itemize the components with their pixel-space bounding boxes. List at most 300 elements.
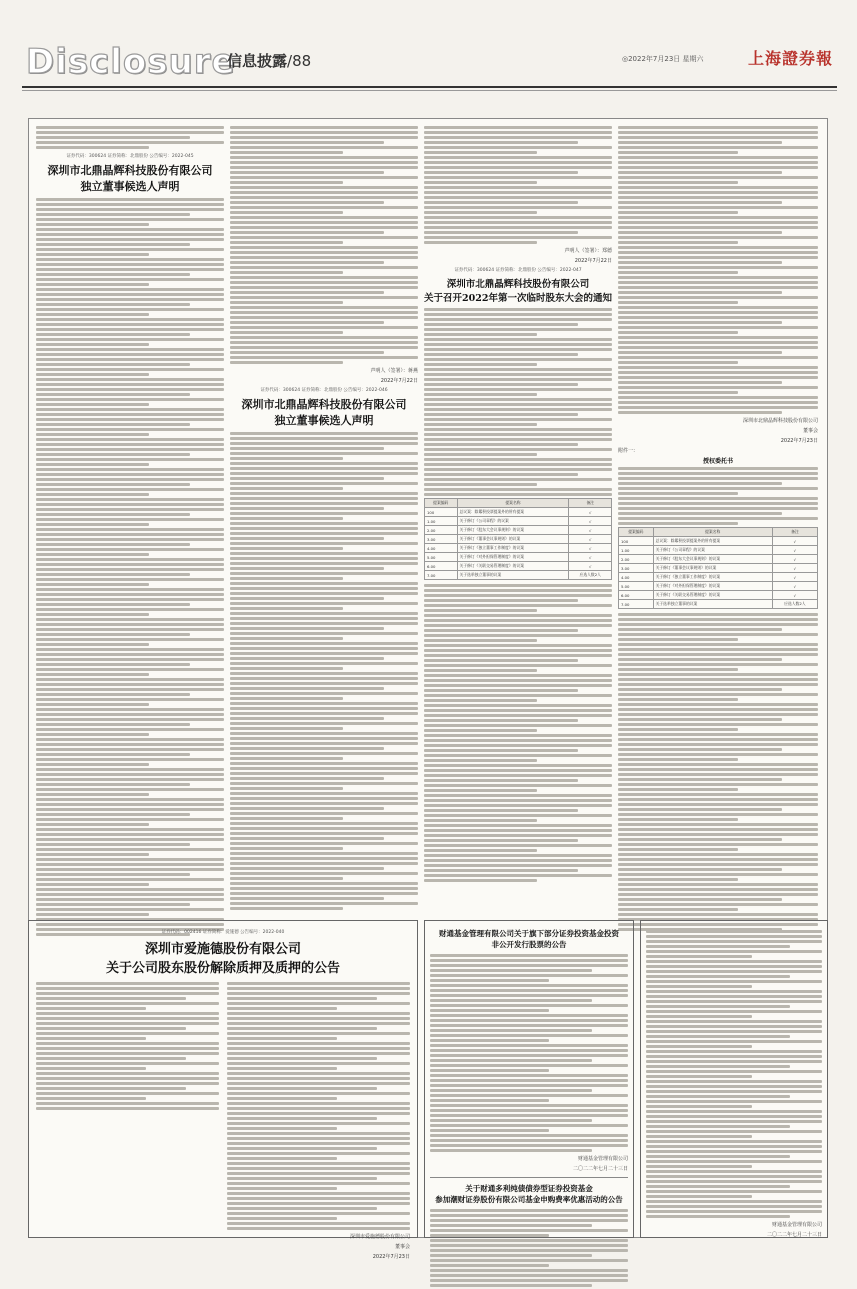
text-line bbox=[424, 358, 612, 361]
table-row bbox=[425, 526, 612, 535]
text-line bbox=[424, 709, 612, 712]
text-line bbox=[36, 588, 224, 591]
text-line bbox=[36, 848, 224, 851]
article-3-title-line2: 关于召开2022年第一次临时股东大会的通知 bbox=[424, 293, 612, 304]
text-line bbox=[36, 268, 224, 271]
text-line bbox=[227, 1192, 410, 1195]
table-cell: 总议案：除累积投票提案外的所有提案 bbox=[653, 537, 772, 546]
text-line bbox=[424, 629, 578, 632]
text-line bbox=[646, 990, 822, 993]
table-row bbox=[425, 562, 612, 571]
article-6-signature: 财通基金管理有限公司 bbox=[577, 1156, 628, 1162]
text-line bbox=[36, 288, 224, 291]
text-line bbox=[424, 664, 612, 667]
table-cell: 100 bbox=[619, 537, 654, 546]
text-line bbox=[430, 979, 549, 982]
text-line bbox=[618, 216, 818, 219]
table-cell: 3.00 bbox=[425, 535, 458, 544]
text-line bbox=[424, 714, 612, 717]
text-line bbox=[36, 728, 224, 731]
text-line bbox=[618, 643, 818, 646]
text-line bbox=[618, 793, 818, 796]
text-line bbox=[36, 428, 224, 431]
text-line bbox=[230, 907, 343, 910]
text-line bbox=[227, 1082, 410, 1085]
article-7-title-line2: 参加潮财证券股份有限公司基金申购费率优惠活动的公告 bbox=[435, 1195, 623, 1204]
text-line bbox=[430, 1064, 628, 1067]
text-line bbox=[227, 1217, 337, 1220]
text-line bbox=[230, 306, 418, 309]
text-line bbox=[230, 316, 418, 319]
text-line bbox=[618, 151, 738, 154]
article-3-code: 证券代码：300624 证券简称：北鼎股份 公告编号：2022-047 bbox=[454, 268, 582, 273]
text-line bbox=[618, 196, 818, 199]
text-line bbox=[430, 1059, 592, 1062]
text-line bbox=[36, 788, 224, 791]
text-line bbox=[230, 562, 418, 565]
text-line bbox=[430, 1049, 628, 1052]
table-header: 备注 bbox=[569, 499, 612, 508]
table-cell: 关于修订《独立董事工作制度》的议案 bbox=[653, 573, 772, 582]
text-line bbox=[36, 203, 224, 206]
text-line bbox=[646, 975, 790, 978]
text-line bbox=[230, 667, 343, 670]
text-line bbox=[230, 677, 418, 680]
text-line bbox=[230, 647, 418, 650]
text-line bbox=[424, 644, 612, 647]
text-line bbox=[646, 1150, 822, 1153]
text-line bbox=[230, 662, 418, 665]
text-line bbox=[424, 308, 612, 311]
text-line bbox=[227, 1137, 410, 1140]
text-line bbox=[618, 678, 818, 681]
text-line bbox=[230, 442, 418, 445]
text-line bbox=[618, 633, 818, 636]
text-line bbox=[424, 216, 612, 219]
text-line bbox=[230, 572, 418, 575]
text-line bbox=[36, 423, 190, 426]
article-2-code: 证券代码：300624 证券简称：北鼎股份 公告编号：2022-046 bbox=[260, 388, 388, 393]
text-line bbox=[230, 296, 418, 299]
text-line bbox=[36, 238, 224, 241]
text-line bbox=[36, 703, 149, 706]
text-line bbox=[36, 793, 149, 796]
text-line bbox=[230, 547, 343, 550]
text-line bbox=[230, 361, 343, 364]
text-line bbox=[424, 834, 612, 837]
text-line bbox=[618, 401, 818, 404]
text-line bbox=[230, 136, 418, 139]
text-line bbox=[227, 1022, 410, 1025]
text-line bbox=[424, 383, 578, 386]
text-line bbox=[618, 346, 818, 349]
text-line bbox=[424, 659, 578, 662]
text-line bbox=[36, 743, 224, 746]
table-cell: 关于修订《对外担保管理制度》的议案 bbox=[457, 553, 569, 562]
text-line bbox=[618, 161, 818, 164]
text-line bbox=[646, 1115, 822, 1118]
text-line bbox=[424, 669, 537, 672]
text-line bbox=[424, 599, 578, 602]
text-line bbox=[430, 1099, 549, 1102]
table-cell: √ bbox=[569, 526, 612, 535]
text-line bbox=[36, 318, 224, 321]
text-line bbox=[36, 418, 224, 421]
text-line bbox=[36, 413, 224, 416]
text-line bbox=[230, 747, 384, 750]
article-1-body bbox=[36, 198, 224, 936]
text-line bbox=[227, 1177, 377, 1180]
text-line bbox=[424, 338, 612, 341]
text-line bbox=[230, 301, 343, 304]
text-line bbox=[424, 679, 612, 682]
text-line bbox=[618, 878, 738, 881]
text-line bbox=[230, 331, 343, 334]
text-line bbox=[230, 321, 384, 324]
text-line bbox=[230, 356, 418, 359]
text-line bbox=[430, 1129, 549, 1132]
table-row bbox=[619, 546, 818, 555]
text-line bbox=[230, 597, 384, 600]
text-line bbox=[227, 997, 377, 1000]
text-line bbox=[230, 882, 418, 885]
text-line bbox=[230, 552, 418, 555]
article-6 bbox=[430, 928, 628, 1289]
text-line bbox=[227, 1182, 410, 1185]
text-line bbox=[646, 930, 822, 933]
text-line bbox=[230, 482, 418, 485]
text-line bbox=[36, 568, 224, 571]
article-3-date: 2022年7月23日 bbox=[780, 438, 818, 444]
text-line bbox=[618, 693, 818, 696]
attachment-label: 附件一： bbox=[618, 448, 639, 454]
text-line bbox=[230, 266, 418, 269]
text-line bbox=[36, 633, 190, 636]
text-line bbox=[227, 1227, 410, 1230]
text-line bbox=[424, 423, 537, 426]
text-line bbox=[230, 251, 418, 254]
table-cell: 2.00 bbox=[425, 526, 458, 535]
article-2-title-line2: 独立董事候选人声明 bbox=[274, 414, 374, 427]
text-line bbox=[618, 673, 818, 676]
text-line bbox=[230, 877, 343, 880]
text-line bbox=[618, 908, 738, 911]
text-line bbox=[618, 753, 818, 756]
text-line bbox=[646, 980, 822, 983]
text-line bbox=[618, 141, 782, 144]
text-line bbox=[618, 321, 782, 324]
text-line bbox=[36, 608, 224, 611]
table-cell: 关于修订《关联交易管理制度》的议案 bbox=[653, 591, 772, 600]
text-line bbox=[430, 1044, 628, 1047]
text-line bbox=[424, 126, 612, 129]
text-line bbox=[646, 935, 822, 938]
text-line bbox=[36, 448, 224, 451]
text-line bbox=[230, 637, 343, 640]
text-line bbox=[424, 241, 537, 244]
text-line bbox=[230, 612, 418, 615]
text-line bbox=[230, 817, 343, 820]
article-1 bbox=[36, 124, 224, 938]
text-line bbox=[430, 1134, 628, 1137]
text-line bbox=[227, 1027, 377, 1030]
section-name: 信息披露 bbox=[227, 52, 288, 70]
text-line bbox=[646, 1140, 822, 1143]
text-line bbox=[424, 378, 612, 381]
text-line bbox=[230, 517, 343, 520]
text-line bbox=[618, 166, 818, 169]
text-line bbox=[646, 1070, 822, 1073]
text-line bbox=[424, 689, 578, 692]
text-line bbox=[36, 363, 190, 366]
text-line bbox=[230, 206, 418, 209]
text-line bbox=[618, 281, 818, 284]
article-5-date: 2022年7月23日 bbox=[372, 1254, 410, 1260]
table-cell: 6.00 bbox=[425, 562, 458, 571]
issue-date: ◎2022年7月23日 星期六 bbox=[622, 55, 704, 63]
text-line bbox=[36, 623, 224, 626]
text-line bbox=[424, 734, 612, 737]
text-line bbox=[230, 186, 418, 189]
text-line bbox=[227, 1167, 410, 1170]
text-line bbox=[36, 1007, 146, 1010]
text-line bbox=[36, 398, 224, 401]
text-line bbox=[36, 403, 149, 406]
text-line bbox=[230, 166, 418, 169]
masthead bbox=[22, 38, 837, 84]
text-line bbox=[430, 1219, 628, 1222]
article-6-date: 二〇二二年七月二十三日 bbox=[572, 1166, 628, 1172]
text-line bbox=[430, 1094, 628, 1097]
text-line bbox=[227, 1042, 410, 1045]
text-line bbox=[424, 201, 578, 204]
text-line bbox=[227, 1102, 410, 1105]
text-line bbox=[230, 607, 343, 610]
text-line bbox=[230, 722, 418, 725]
text-line bbox=[36, 333, 190, 336]
text-line bbox=[230, 472, 418, 475]
text-line bbox=[36, 668, 224, 671]
text-line bbox=[230, 196, 418, 199]
text-line bbox=[618, 171, 782, 174]
text-line bbox=[618, 361, 738, 364]
text-line bbox=[230, 892, 418, 895]
text-line bbox=[618, 813, 818, 816]
text-line bbox=[424, 879, 537, 882]
text-line bbox=[618, 863, 818, 866]
text-line bbox=[36, 388, 224, 391]
text-line bbox=[646, 1210, 822, 1213]
table-cell: 关于选举独立董事的议案 bbox=[653, 600, 772, 609]
text-line bbox=[230, 692, 418, 695]
text-line bbox=[227, 1162, 410, 1165]
text-line bbox=[230, 602, 418, 605]
text-line bbox=[36, 1092, 219, 1095]
text-line bbox=[430, 1084, 628, 1087]
table-cell: 关于修订《公司章程》的议案 bbox=[457, 517, 569, 526]
text-line bbox=[227, 1097, 337, 1100]
text-line bbox=[230, 286, 418, 289]
text-line bbox=[230, 827, 418, 830]
table-row bbox=[619, 600, 818, 609]
text-line bbox=[227, 1202, 410, 1205]
text-line bbox=[618, 502, 818, 505]
text-line bbox=[36, 863, 224, 866]
text-line bbox=[36, 663, 190, 666]
text-line bbox=[646, 995, 822, 998]
article-6-title-line2: 非公开发行股票的公告 bbox=[491, 940, 567, 949]
text-line bbox=[230, 351, 384, 354]
text-line bbox=[646, 1085, 822, 1088]
table-row bbox=[619, 555, 818, 564]
text-line bbox=[227, 987, 410, 990]
text-line bbox=[230, 261, 384, 264]
text-line bbox=[36, 443, 224, 446]
article-divider bbox=[430, 1177, 628, 1178]
table-header: 提案名称 bbox=[653, 528, 772, 537]
text-line bbox=[36, 218, 224, 221]
text-line bbox=[230, 902, 418, 905]
table-row bbox=[619, 537, 818, 546]
text-line bbox=[230, 452, 418, 455]
text-line bbox=[36, 858, 224, 861]
text-line bbox=[36, 1102, 219, 1105]
text-line bbox=[230, 276, 418, 279]
text-line bbox=[618, 613, 818, 616]
table-cell: 关于修订《独立董事工作制度》的议案 bbox=[457, 544, 569, 553]
text-line bbox=[227, 1122, 410, 1125]
text-line bbox=[430, 984, 628, 987]
text-line bbox=[646, 1190, 822, 1193]
text-line bbox=[646, 1015, 752, 1018]
text-line bbox=[36, 538, 224, 541]
text-line bbox=[36, 563, 224, 566]
table-cell: √ bbox=[569, 544, 612, 553]
text-line bbox=[646, 1090, 822, 1093]
text-line bbox=[230, 527, 418, 530]
text-line bbox=[36, 323, 224, 326]
text-line bbox=[430, 1254, 592, 1257]
text-line bbox=[36, 208, 224, 211]
table-cell: 7.00 bbox=[425, 571, 458, 580]
article-1-code: 证券代码：300624 证券简称：北鼎股份 公告编号：2022-045 bbox=[66, 154, 194, 159]
text-line bbox=[646, 1095, 790, 1098]
text-line bbox=[618, 507, 818, 510]
text-line bbox=[230, 462, 418, 465]
text-line bbox=[36, 273, 190, 276]
article-3-signature: 深圳市北鼎晶辉科技股份有限公司 bbox=[742, 418, 818, 424]
text-line bbox=[36, 987, 219, 990]
text-line bbox=[36, 228, 224, 231]
text-line bbox=[618, 276, 818, 279]
text-line bbox=[618, 703, 818, 706]
text-line bbox=[36, 1107, 219, 1110]
text-line bbox=[430, 1089, 592, 1092]
text-line bbox=[424, 694, 612, 697]
text-line bbox=[36, 523, 149, 526]
text-line bbox=[230, 837, 384, 840]
text-line bbox=[424, 333, 537, 336]
table-cell: 7.00 bbox=[619, 600, 654, 609]
text-line bbox=[36, 688, 224, 691]
text-line bbox=[230, 487, 343, 490]
text-line bbox=[618, 492, 738, 495]
text-line bbox=[230, 682, 418, 685]
table-cell: 6.00 bbox=[619, 591, 654, 600]
text-line bbox=[36, 878, 224, 881]
text-line bbox=[230, 617, 418, 620]
text-line bbox=[646, 1035, 790, 1038]
table-cell: 关于选举独立董事的议案 bbox=[457, 571, 569, 580]
article-6-title-line1: 财通基金管理有限公司关于旗下部分证券投资基金投资 bbox=[439, 929, 619, 938]
article-5-title-line2: 关于公司股东股份解除质押及质押的公告 bbox=[105, 961, 340, 976]
text-line bbox=[618, 768, 818, 771]
text-line bbox=[36, 613, 149, 616]
text-line bbox=[424, 488, 612, 491]
text-line bbox=[230, 797, 418, 800]
text-line bbox=[424, 176, 612, 179]
text-line bbox=[230, 432, 418, 435]
text-line bbox=[230, 226, 418, 229]
text-line bbox=[618, 266, 818, 269]
text-line bbox=[618, 733, 818, 736]
article-7-title-line1: 关于财通多利纯债债券型证券投资基金 bbox=[465, 1184, 593, 1193]
table-header: 备注 bbox=[772, 528, 817, 537]
text-line bbox=[36, 1037, 146, 1040]
text-line bbox=[430, 1009, 549, 1012]
text-line bbox=[424, 699, 537, 702]
text-line bbox=[230, 737, 418, 740]
text-line bbox=[430, 1019, 628, 1022]
text-line bbox=[424, 609, 537, 612]
text-line bbox=[36, 883, 149, 886]
text-line bbox=[424, 604, 612, 607]
text-line bbox=[618, 286, 818, 289]
text-line bbox=[424, 171, 578, 174]
article-3 bbox=[424, 124, 612, 884]
text-line bbox=[424, 614, 612, 617]
text-line bbox=[646, 1175, 822, 1178]
text-line bbox=[424, 151, 537, 154]
text-line bbox=[646, 1185, 790, 1188]
text-line bbox=[230, 346, 418, 349]
text-line bbox=[424, 226, 612, 229]
text-line bbox=[430, 1239, 628, 1242]
article-5-col-right bbox=[227, 980, 410, 1263]
text-line bbox=[424, 864, 612, 867]
text-line bbox=[230, 792, 418, 795]
text-line bbox=[36, 253, 149, 256]
text-line bbox=[36, 698, 224, 701]
text-line bbox=[430, 999, 592, 1002]
text-line bbox=[618, 512, 782, 515]
text-line bbox=[424, 166, 612, 169]
text-line bbox=[36, 278, 224, 281]
text-line bbox=[424, 759, 537, 762]
table-row bbox=[425, 544, 612, 553]
table-header: 提案编码 bbox=[619, 528, 654, 537]
text-line bbox=[646, 950, 822, 953]
text-line bbox=[36, 648, 224, 651]
text-line bbox=[230, 857, 418, 860]
text-line bbox=[227, 1142, 410, 1145]
text-line bbox=[424, 649, 612, 652]
text-line bbox=[36, 518, 224, 521]
text-line bbox=[618, 497, 818, 500]
text-line bbox=[36, 843, 190, 846]
table-row bbox=[425, 517, 612, 526]
text-line bbox=[230, 146, 418, 149]
